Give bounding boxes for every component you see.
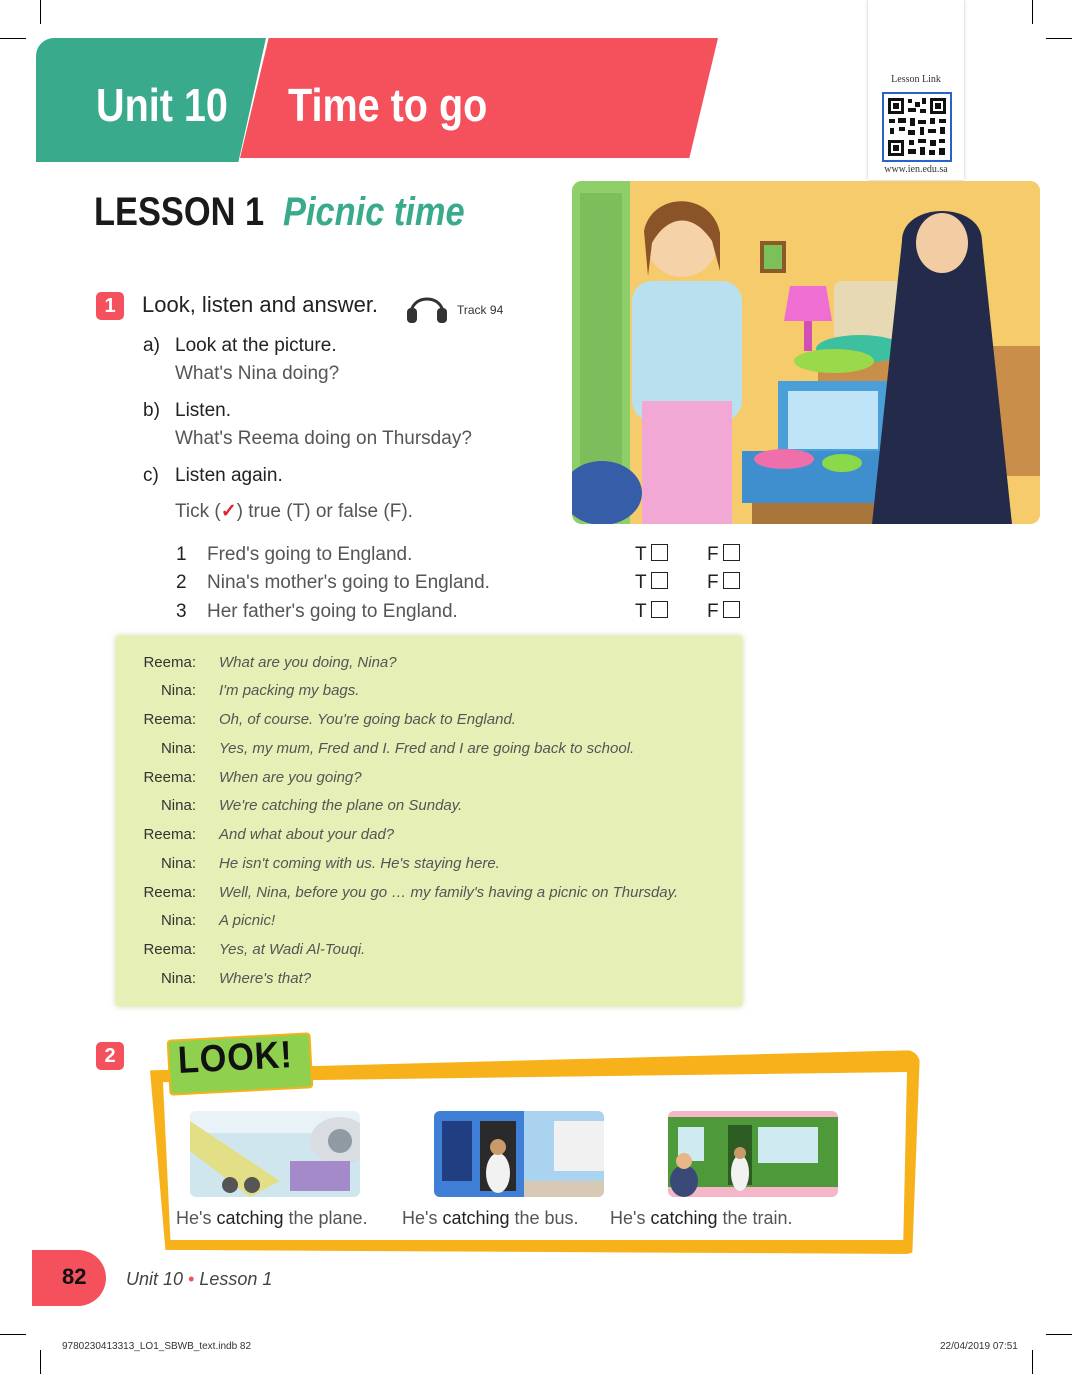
crop-mark <box>0 38 26 39</box>
item-question <box>175 500 413 523</box>
true-option[interactable] <box>635 544 668 566</box>
train-image <box>668 1111 838 1197</box>
false-option[interactable] <box>707 544 740 566</box>
lesson-link-label: Lesson Link <box>891 74 941 85</box>
false-option[interactable] <box>707 572 740 594</box>
dialogue-line: Well, Nina, before you go … my family's having a picnic on Thursday. <box>219 884 679 901</box>
print-slug-date: 22/04/2019 07:51 <box>940 1341 1018 1352</box>
tick-instruction-pre: Tick ( <box>175 501 221 522</box>
plane-image <box>190 1111 360 1197</box>
lesson-link-url[interactable]: www.ien.edu.sa <box>884 164 948 175</box>
false-checkbox[interactable] <box>723 544 740 561</box>
caption-post: the plane. <box>283 1208 368 1228</box>
qr-code-icon[interactable] <box>882 92 952 162</box>
look-title: LOOK! <box>176 1034 294 1082</box>
page-number: 82 <box>62 1264 87 1289</box>
speaker: Nina: <box>160 912 196 929</box>
statement-number: 3 <box>176 601 187 622</box>
item-question: What's Reema doing on Thursday? <box>175 428 472 449</box>
dialogue-line: When are you going? <box>219 769 362 786</box>
footer-unit: Unit 10 <box>126 1269 184 1289</box>
statement-text: Her father's going to England. <box>207 601 458 622</box>
true-option[interactable] <box>635 601 668 623</box>
crop-mark <box>0 1334 26 1335</box>
false-label: F <box>707 601 719 622</box>
exercise-number: 2 <box>96 1042 124 1070</box>
dialogue-line: Oh, of course. You're going back to England. <box>219 711 516 728</box>
caption-pre: He's <box>402 1208 443 1228</box>
print-slug-file: 9780230413313_LO1_SBWB_text.indb 82 <box>62 1341 252 1352</box>
speaker: Reema: <box>143 884 196 901</box>
crop-mark <box>1046 1334 1072 1335</box>
statement-number: 2 <box>176 572 187 593</box>
item-letter: c) <box>143 465 159 486</box>
dialogue-line: A picnic! <box>219 912 276 929</box>
exercise-instruction: Look, listen and answer. <box>142 292 379 317</box>
caption-verb: catching <box>216 1208 284 1228</box>
dialogue-line: Where's that? <box>219 970 312 987</box>
false-checkbox[interactable] <box>723 572 740 589</box>
statement-number: 1 <box>176 544 187 565</box>
caption-pre: He's <box>610 1208 651 1228</box>
speaker: Reema: <box>143 711 196 728</box>
lesson-name: Picnic time <box>283 190 465 234</box>
caption-post: the train. <box>717 1208 793 1228</box>
caption-train <box>610 1208 793 1229</box>
caption-bus <box>402 1208 579 1229</box>
bus-image <box>434 1111 604 1197</box>
speaker: Nina: <box>160 797 196 814</box>
speaker: Nina: <box>160 682 196 699</box>
dialogue-line: Yes, my mum, Fred and I. Fred and I are going back to school. <box>219 740 635 757</box>
crop-mark <box>1046 38 1072 39</box>
crop-mark <box>1032 1350 1033 1374</box>
unit-number: Unit 10 <box>96 79 228 131</box>
item-task: Listen again. <box>175 465 283 486</box>
lesson-link-tab[interactable] <box>868 0 964 180</box>
item-letter: b) <box>143 400 160 421</box>
caption-pre: He's <box>176 1208 217 1228</box>
caption-verb: catching <box>442 1208 510 1228</box>
headphones-icon[interactable] <box>404 286 450 326</box>
dialogue-line: What are you doing, Nina? <box>219 654 397 671</box>
lesson-label: LESSON 1 <box>94 190 265 234</box>
true-checkbox[interactable] <box>651 544 668 561</box>
speaker: Nina: <box>160 855 196 872</box>
dialogue-line: We're catching the plane on Sunday. <box>219 797 463 814</box>
dialogue-line: And what about your dad? <box>219 826 395 843</box>
dialogue-line: I'm packing my bags. <box>219 682 360 699</box>
crop-mark <box>40 0 41 24</box>
footer-dot: • <box>188 1269 195 1289</box>
speaker: Reema: <box>143 941 196 958</box>
crop-mark <box>1032 0 1033 24</box>
speaker: Nina: <box>160 740 196 757</box>
item-task: Look at the picture. <box>175 335 337 356</box>
dialogue-line: He isn't coming with us. He's staying here. <box>219 855 500 872</box>
caption-post: the bus. <box>509 1208 579 1228</box>
dialogue-line: Yes, at Wadi Al-Touqi. <box>219 941 366 958</box>
crop-mark <box>40 1350 41 1374</box>
caption-verb: catching <box>650 1208 718 1228</box>
exercise-number: 1 <box>96 292 124 320</box>
footer-lesson: Lesson 1 <box>199 1269 273 1289</box>
false-label: F <box>707 544 719 565</box>
true-checkbox[interactable] <box>651 572 668 589</box>
unit-title: Time to go <box>288 79 488 131</box>
false-option[interactable] <box>707 601 740 623</box>
dialogue-box <box>116 636 742 1006</box>
statement-text: Nina's mother's going to England. <box>207 572 490 593</box>
caption-plane <box>176 1208 368 1229</box>
true-option[interactable] <box>635 572 668 594</box>
statement-text: Fred's going to England. <box>207 544 413 565</box>
tick-icon: ✓ <box>220 501 237 522</box>
track-label: Track 94 <box>457 303 504 317</box>
lesson-illustration <box>572 181 1040 524</box>
true-label: T <box>635 572 647 593</box>
speaker: Reema: <box>143 654 196 671</box>
item-question: What's Nina doing? <box>175 363 340 384</box>
false-checkbox[interactable] <box>723 601 740 618</box>
footer-breadcrumb <box>126 1269 272 1290</box>
item-letter: a) <box>143 335 160 356</box>
speaker: Nina: <box>160 970 196 987</box>
false-label: F <box>707 572 719 593</box>
true-label: T <box>635 601 647 622</box>
true-label: T <box>635 544 647 565</box>
speaker: Reema: <box>143 826 196 843</box>
true-checkbox[interactable] <box>651 601 668 618</box>
item-task: Listen. <box>175 400 231 421</box>
speaker: Reema: <box>143 769 196 786</box>
tick-instruction-post: ) true (T) or false (F). <box>236 501 413 522</box>
